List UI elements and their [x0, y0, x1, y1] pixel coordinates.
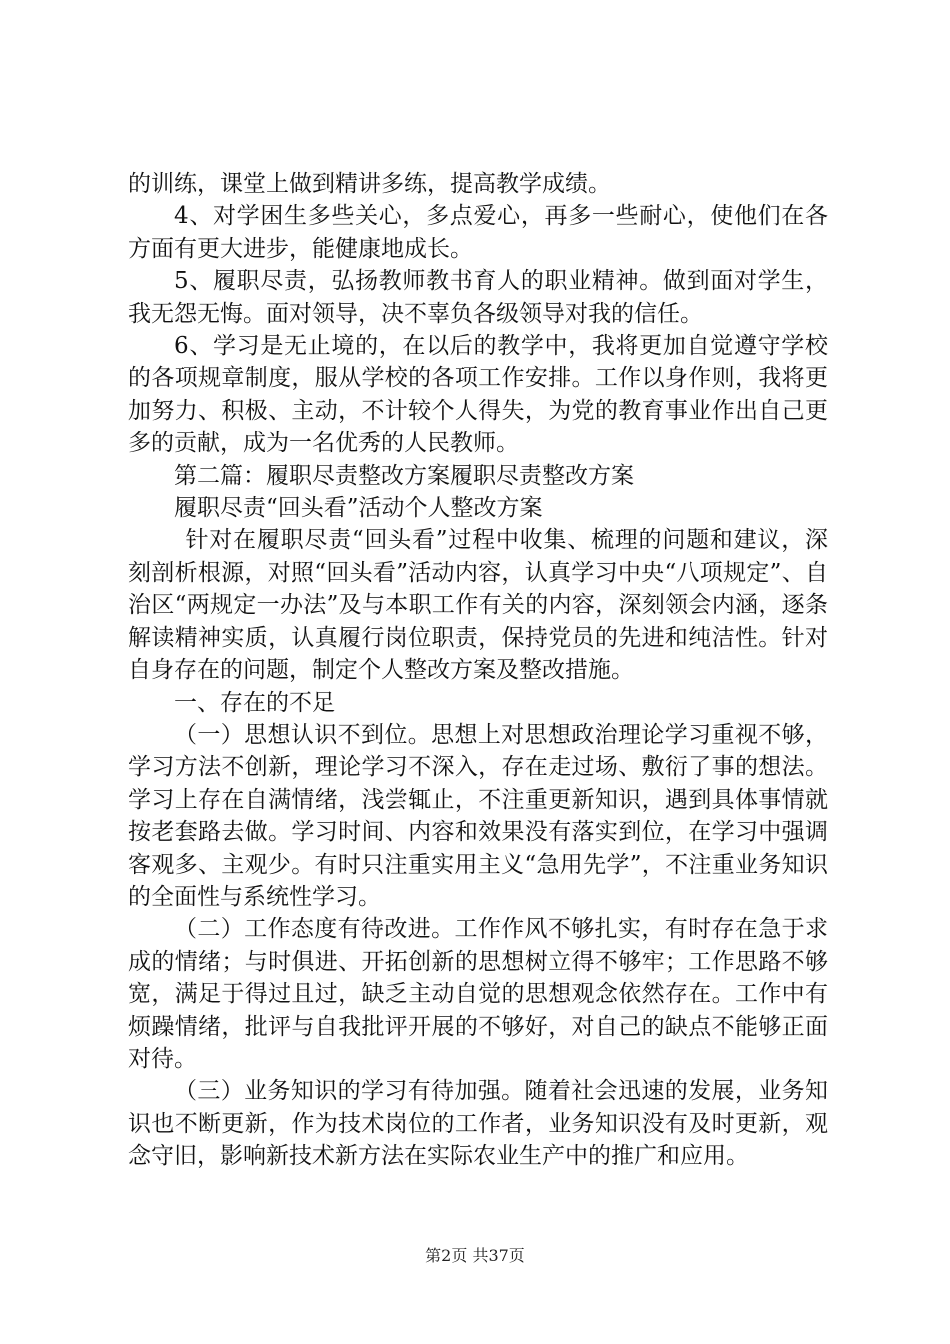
- subsection-heading: 履职尽责“回头看”活动个人整改方案: [174, 495, 543, 522]
- paragraph: 4、对学困生多些关心，多点爱心，再多一些耐心，使他们在各方面有更大进步，能健康地成长。: [128, 203, 828, 262]
- paragraph: 的训练，课堂上做到精讲多练，提高教学成绩。: [128, 171, 611, 197]
- paragraph: （二）工作态度有待改进。工作作风不够扎实，有时存在急于求成的情绪；与时俱进、开拓创新的思想树立得不够牢；工作思路不够宽，满足于得过且过，缺乏主动自觉的思想观念依然存在。工作中有烦躁情绪，批评与自我批评开展的不够好，对自己的缺点不能够正面对待。: [128, 916, 828, 1072]
- paragraph: 5、履职尽责，弘扬教师教书育人的职业精神。做到面对学生，我无怨无悔。面对领导，决不辜负各级领导对我的信任。: [128, 268, 828, 327]
- page-number-footer: 第2页 共37页: [425, 1246, 525, 1265]
- paragraph: 6、学习是无止境的，在以后的教学中，我将更加自觉遵守学校的各项规章制度，服从学校的各项工作安排。工作以身作则，我将更加努力、积极、主动，不计较个人得失，为党的教育事业作出自己更多的贡献，成为一名优秀的人民教师。: [128, 333, 828, 457]
- paragraph: （三）业务知识的学习有待加强。随着社会迅速的发展，业务知识也不断更新，作为技术岗位的工作者，业务知识没有及时更新，观念守旧，影响新技术新方法在实际农业生产中的推广和应用。: [128, 1078, 828, 1170]
- document-body: [128, 168, 828, 1173]
- paragraph: （一）思想认识不到位。思想上对思想政治理论学习重视不够，学习方法不创新，理论学习不深入，存在走过场、敷衍了事的想法。学习上存在自满情绪，浅尝辄止，不注重更新知识，遇到具体事情就按老套路去做。学习时间、内容和效果没有落实到位，在学习中强调客观多、主观少。有时只注重实用主义“急用先学”，不注重业务知识的全面性与系统性学习。: [128, 721, 828, 910]
- paragraph: 针对在履职尽责“回头看”过程中收集、梳理的问题和建议，深刻剖析根源，对照“回头看”活动内容，认真学习中央“八项规定”、自治区“两规定一办法”及与本职工作有关的内容，深刻领会内涵，逐条解读精神实质，认真履行岗位职责，保持党员的先进和纯洁性。针对自身存在的问题，制定个人整改方案及整改措施。: [128, 527, 828, 684]
- section-heading: 第二篇：履职尽责整改方案履职尽责整改方案: [174, 462, 634, 489]
- list-heading: 一、存在的不足: [174, 689, 335, 716]
